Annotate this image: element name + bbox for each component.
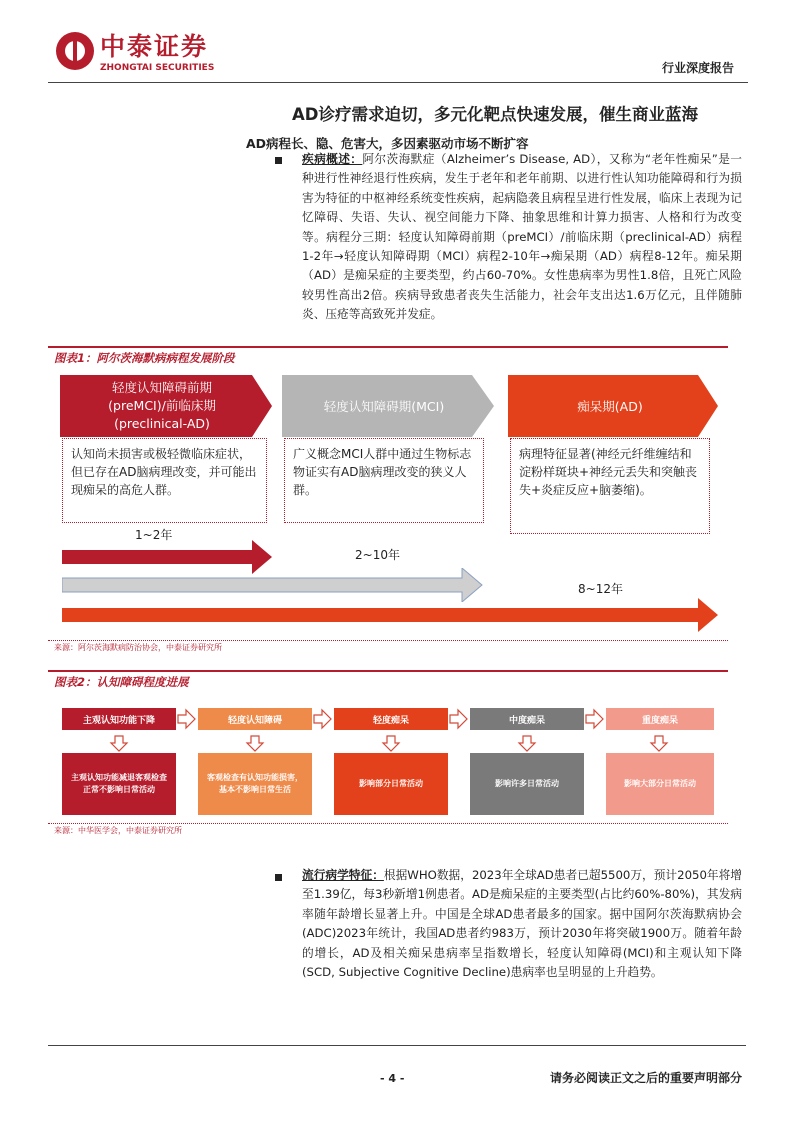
section-title: AD诊疗需求迫切，多元化靶点快速发展，催生商业蓝海 <box>292 105 698 124</box>
progression-desc-1: 主观认知功能减退客观检查正常不影响日常活动 <box>62 753 176 815</box>
page-number: - 4 - <box>380 1072 405 1085</box>
figure-2-source: 来源：中华医学会，中泰证券研究所 <box>54 826 182 835</box>
progression-stage-4: 中度痴呆 <box>470 708 584 730</box>
down-arrow-icon <box>247 736 263 751</box>
progression-desc-5: 影响大部分日常活动 <box>606 753 714 815</box>
down-arrow-icon <box>383 736 399 751</box>
right-arrow-icon <box>314 710 331 728</box>
progression-stage-3: 轻度痴呆 <box>334 708 448 730</box>
paragraph-lead: 疾病概述： <box>302 152 363 166</box>
paragraph-body: 根据WHO数据，2023年全球AD患者已超5500万，预计2050年将增至1.39亿，每3秒新增1例患者。AD是痴呆症的主要类型(占比约60%-80%)，其发病率随年龄增长显著上升。中国是全球AD患者最多的国家。据中国阿尔茨海默病协会(ADC)2023年统计，我国AD患者约983万，预计2030年将突破1900万。随着年龄的增长，AD及相关痴呆患病率呈指数增长，轻度认知障碍(MCI)和主观认知下降(SCD, Subjective Cognitive Decline)患病率也呈明显的上升趋势。 <box>302 868 742 980</box>
right-arrow-icon <box>586 710 603 728</box>
stage-3-description: 病理特征显著(神经元纤维缠结和淀粉样斑块+神经元丢失和突触丧失+炎症反应+脑萎缩)。 <box>510 438 710 534</box>
right-arrow-icon <box>450 710 467 728</box>
stage-3-label: 痴呆期(AD) <box>577 399 643 414</box>
report-type: 行业深度报告 <box>661 61 734 75</box>
duration-2-arrow <box>62 568 486 602</box>
stage-2-label: 轻度认知障碍期(MCI) <box>323 399 445 414</box>
brand-name-en: ZHONGTAI SECURITIES <box>100 63 215 73</box>
footer-divider <box>48 1045 746 1046</box>
down-arrow-icon <box>111 736 127 751</box>
figure-1-source: 来源：阿尔茨海默病防治协会，中泰证券研究所 <box>54 643 222 652</box>
progression-desc-4: 影响许多日常活动 <box>470 753 584 815</box>
down-arrow-icon <box>651 736 667 751</box>
figure-1-end-rule <box>48 640 728 641</box>
footer-disclaimer: 请务必阅读正文之后的重要声明部分 <box>549 1071 742 1085</box>
duration-1-label: 1~2年 <box>135 528 173 542</box>
progression-desc-3: 影响部分日常活动 <box>334 753 448 815</box>
bullet-icon <box>275 157 282 164</box>
stage-1-label: 轻度认知障碍前期 (preMCI)/前临床期 (preclinical-AD) <box>108 380 216 431</box>
bullet-icon <box>275 874 282 881</box>
progression-desc-2: 客观检查有认知功能损害，基本不影响日常生活 <box>198 753 312 815</box>
paragraph-lead: 流行病学特征： <box>302 868 384 882</box>
right-arrow-icon <box>178 710 195 728</box>
figure-1-title: 图表1：阿尔茨海默病病程发展阶段 <box>54 351 235 365</box>
sub-title: AD病程长、隐、危害大，多因素驱动市场不断扩容 <box>246 136 529 151</box>
figure-2-title: 图表2：认知障碍程度进展 <box>54 675 189 689</box>
disease-overview-paragraph <box>302 150 742 325</box>
epidemiology-paragraph <box>302 866 742 982</box>
figure-2-end-rule <box>48 823 728 824</box>
paragraph-body: 阿尔茨海默症（Alzheimer’s Disease, AD），又称为“老年性痴呆”是一种进行性神经退行性疾病，发生于老年和老年前期、以进行性认知功能障碍和行为损害为特征的中枢神经系统变性疾病，起病隐袭且病程呈进行性发展，临床上表现为记忆障碍、失语、失认、视空间能力下降、抽象思维和计算力损害、人格和行为改变等。病程分三期：轻度认知障碍前期（preMCI）/前临床期（preclinical-AD）病程1-2年→轻度认知障碍期（MCI）病程2-10年→痴呆期（AD）病程8-12年。痴呆期（AD）是痴呆症的主要类型，约占60-70%。女性患病率为男性1.8倍，且死亡风险较男性高出2倍。疾病导致患者丧失生活能力，社会年支出达1.6万亿元，且伴随肺炎、压疮等高致死并发症。 <box>302 152 742 322</box>
duration-3-label: 8~12年 <box>578 582 623 596</box>
duration-2-label: 2~10年 <box>355 548 400 562</box>
progression-stage-1: 主观认知功能下降 <box>62 708 176 730</box>
progression-stage-5: 重度痴呆 <box>606 708 714 730</box>
stage-2-description: 广义概念MCI人群中通过生物标志物证实有AD脑病理改变的狭义人群。 <box>284 438 484 523</box>
header-divider <box>48 82 748 83</box>
stage-1-description: 认知尚未损害或极轻微临床症状，但已存在AD脑病理改变，并可能出现痴呆的高危人群。 <box>62 438 267 523</box>
brand-name-cn: 中泰证券 <box>100 32 209 61</box>
down-arrow-icon <box>519 736 535 751</box>
progression-stage-2: 轻度认知障碍 <box>198 708 312 730</box>
figure-divider <box>48 670 728 672</box>
brand-logo-icon <box>56 32 94 70</box>
figure-divider <box>48 346 728 348</box>
progression-arrows <box>62 706 722 754</box>
duration-3-arrow <box>62 598 722 632</box>
